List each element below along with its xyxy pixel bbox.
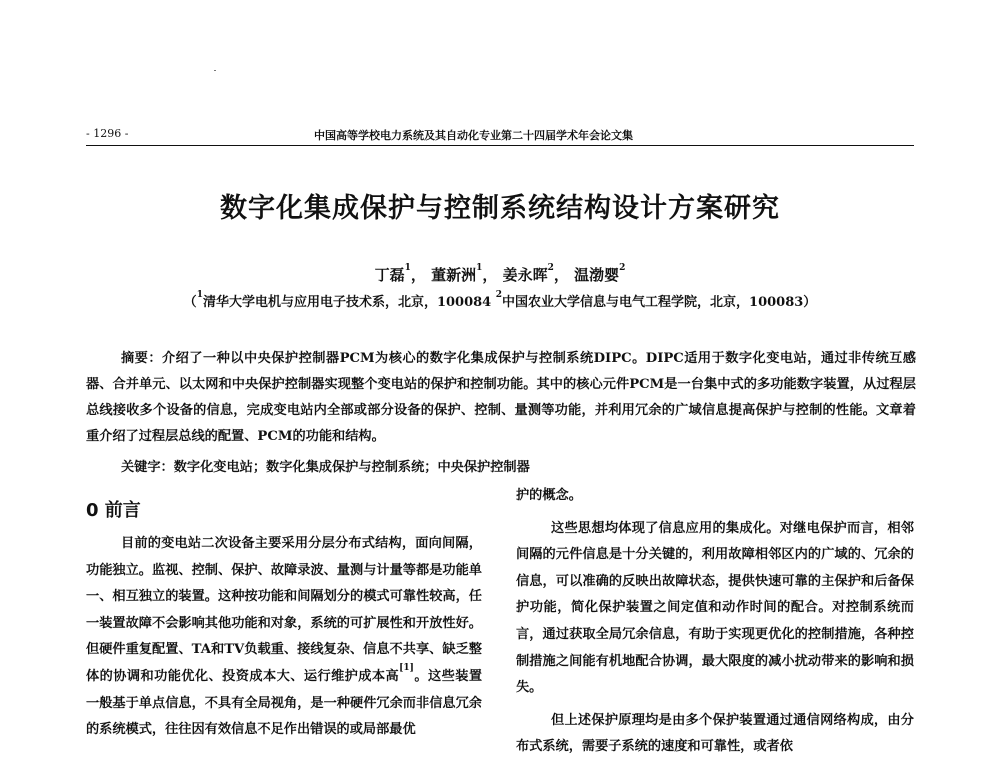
author-list: 丁磊$^1$， 董新洲$^1$， 姜永晖$^2$， 温渤婴$^2$ xyxy=(374,263,626,284)
section-heading: 0 前言 xyxy=(86,500,141,521)
page-number: - 1296 - xyxy=(86,127,129,140)
author-name: 姜永晖 xyxy=(502,266,548,284)
author-affil-mark: 1 xyxy=(404,263,411,273)
author-affil-mark: 2 xyxy=(619,263,626,273)
journal-title: 中国高等学校电力系统及其自动化专业第二十四届学术年会论文集 xyxy=(314,129,633,142)
body-text: 目前的变电站二次设备主要采用分层分布式结构，面向间隔，功能独立。监视、控制、保护、故障录波、量测与计量等都是功能单一、相互独立的装置。这种按功能和间隔划分的模式可靠性较高，任一装置故障不会影响其他功能和对象，系统的可扩展性和开放性好。但硬件重复配置、TA和TV负载重、接线复杂、信息不共享、缺乏整体的协调和功能优化、投资成本大、运行维护成本高 xyxy=(86,536,482,684)
keywords xyxy=(121,456,911,475)
affiliation-2: 中国农业大学信息与电气工程学院，北京，100083） xyxy=(502,295,817,310)
abstract xyxy=(86,346,916,450)
affiliation-1: 清华大学电机与应用电子技术系，北京，100084 xyxy=(202,295,492,310)
author-name: 董新洲 xyxy=(431,266,477,284)
author-name: 温渤婴 xyxy=(574,266,620,284)
author-affil-mark: 2 xyxy=(547,263,554,273)
running-header xyxy=(86,124,914,146)
paragraph: 这些思想均体现了信息应用的集成化。对继电保护而言，相邻间隔的元件信息是十分关键的，利用故障相邻区内的广域的、冗余的信息，可以准确的反映出故障状态，提供快速可靠的主保护和后备保护功能，简化保护装置之间定值和动作时间的配合。对控制系统而言，通过获取全局冗余信息，有助于实现更优化的控制措施，各种控制措施之间能有机地配合协调，最大限度的减小扰动带来的影响和损失。 xyxy=(516,520,914,696)
paragraph: 但上述保护原理均是由多个保护装置通过通信网络构成，由分布式系统，需要子系统的速度和可靠性，或者依 xyxy=(516,712,914,755)
citation-ref: [1] xyxy=(399,662,414,673)
body-text: 。这些装置一般基于单点信息，不具有全局视角，是一种硬件冗余而非信息冗余的系统模式，往往因有效信息不足作出错误的或局部最优 xyxy=(86,668,483,738)
body-right-column xyxy=(516,483,914,761)
body-left-column xyxy=(86,531,482,744)
author-name: 丁磊 xyxy=(374,266,405,284)
header-rule xyxy=(86,145,914,146)
paper-title: 数字化集成保护与控制系统结构设计方案研究 xyxy=(220,193,780,224)
keywords-text: 数字化变电站；数字化集成保护与控制系统；中央保护控制器 xyxy=(173,460,530,475)
affiliations: （$^1$清华大学电机与应用电子技术系，北京，100084 $^2$中国农业大学信息与电气工程学院，北京，100083） xyxy=(183,290,817,310)
author-affil-mark: 1 xyxy=(476,263,483,273)
paragraph: 护的概念。 xyxy=(516,488,582,503)
abstract-text: 介绍了一种以中央保护控制器PCM为核心的数字化集成保护与控制系统DIPC。DIPC适用于数字化变电站，通过非传统互感器、合并单元、以太网和中央保护控制器实现整个变电站的保护和控制功能。其中的核心元件PCM是一台集中式的多功能数字装置，从过程层总线接收多个设备的信息，完成变电站内全部或部分设备的保护、控制、量测等功能，并利用冗余的广域信息提高保护与控制的性能。文章着重介绍了过程层总线的配置、PCM的功能和结构。 xyxy=(86,351,916,444)
scan-speck xyxy=(214,70,216,71)
keywords-label: 关键字： xyxy=(121,460,174,475)
abstract-label: 摘要： xyxy=(121,351,162,366)
